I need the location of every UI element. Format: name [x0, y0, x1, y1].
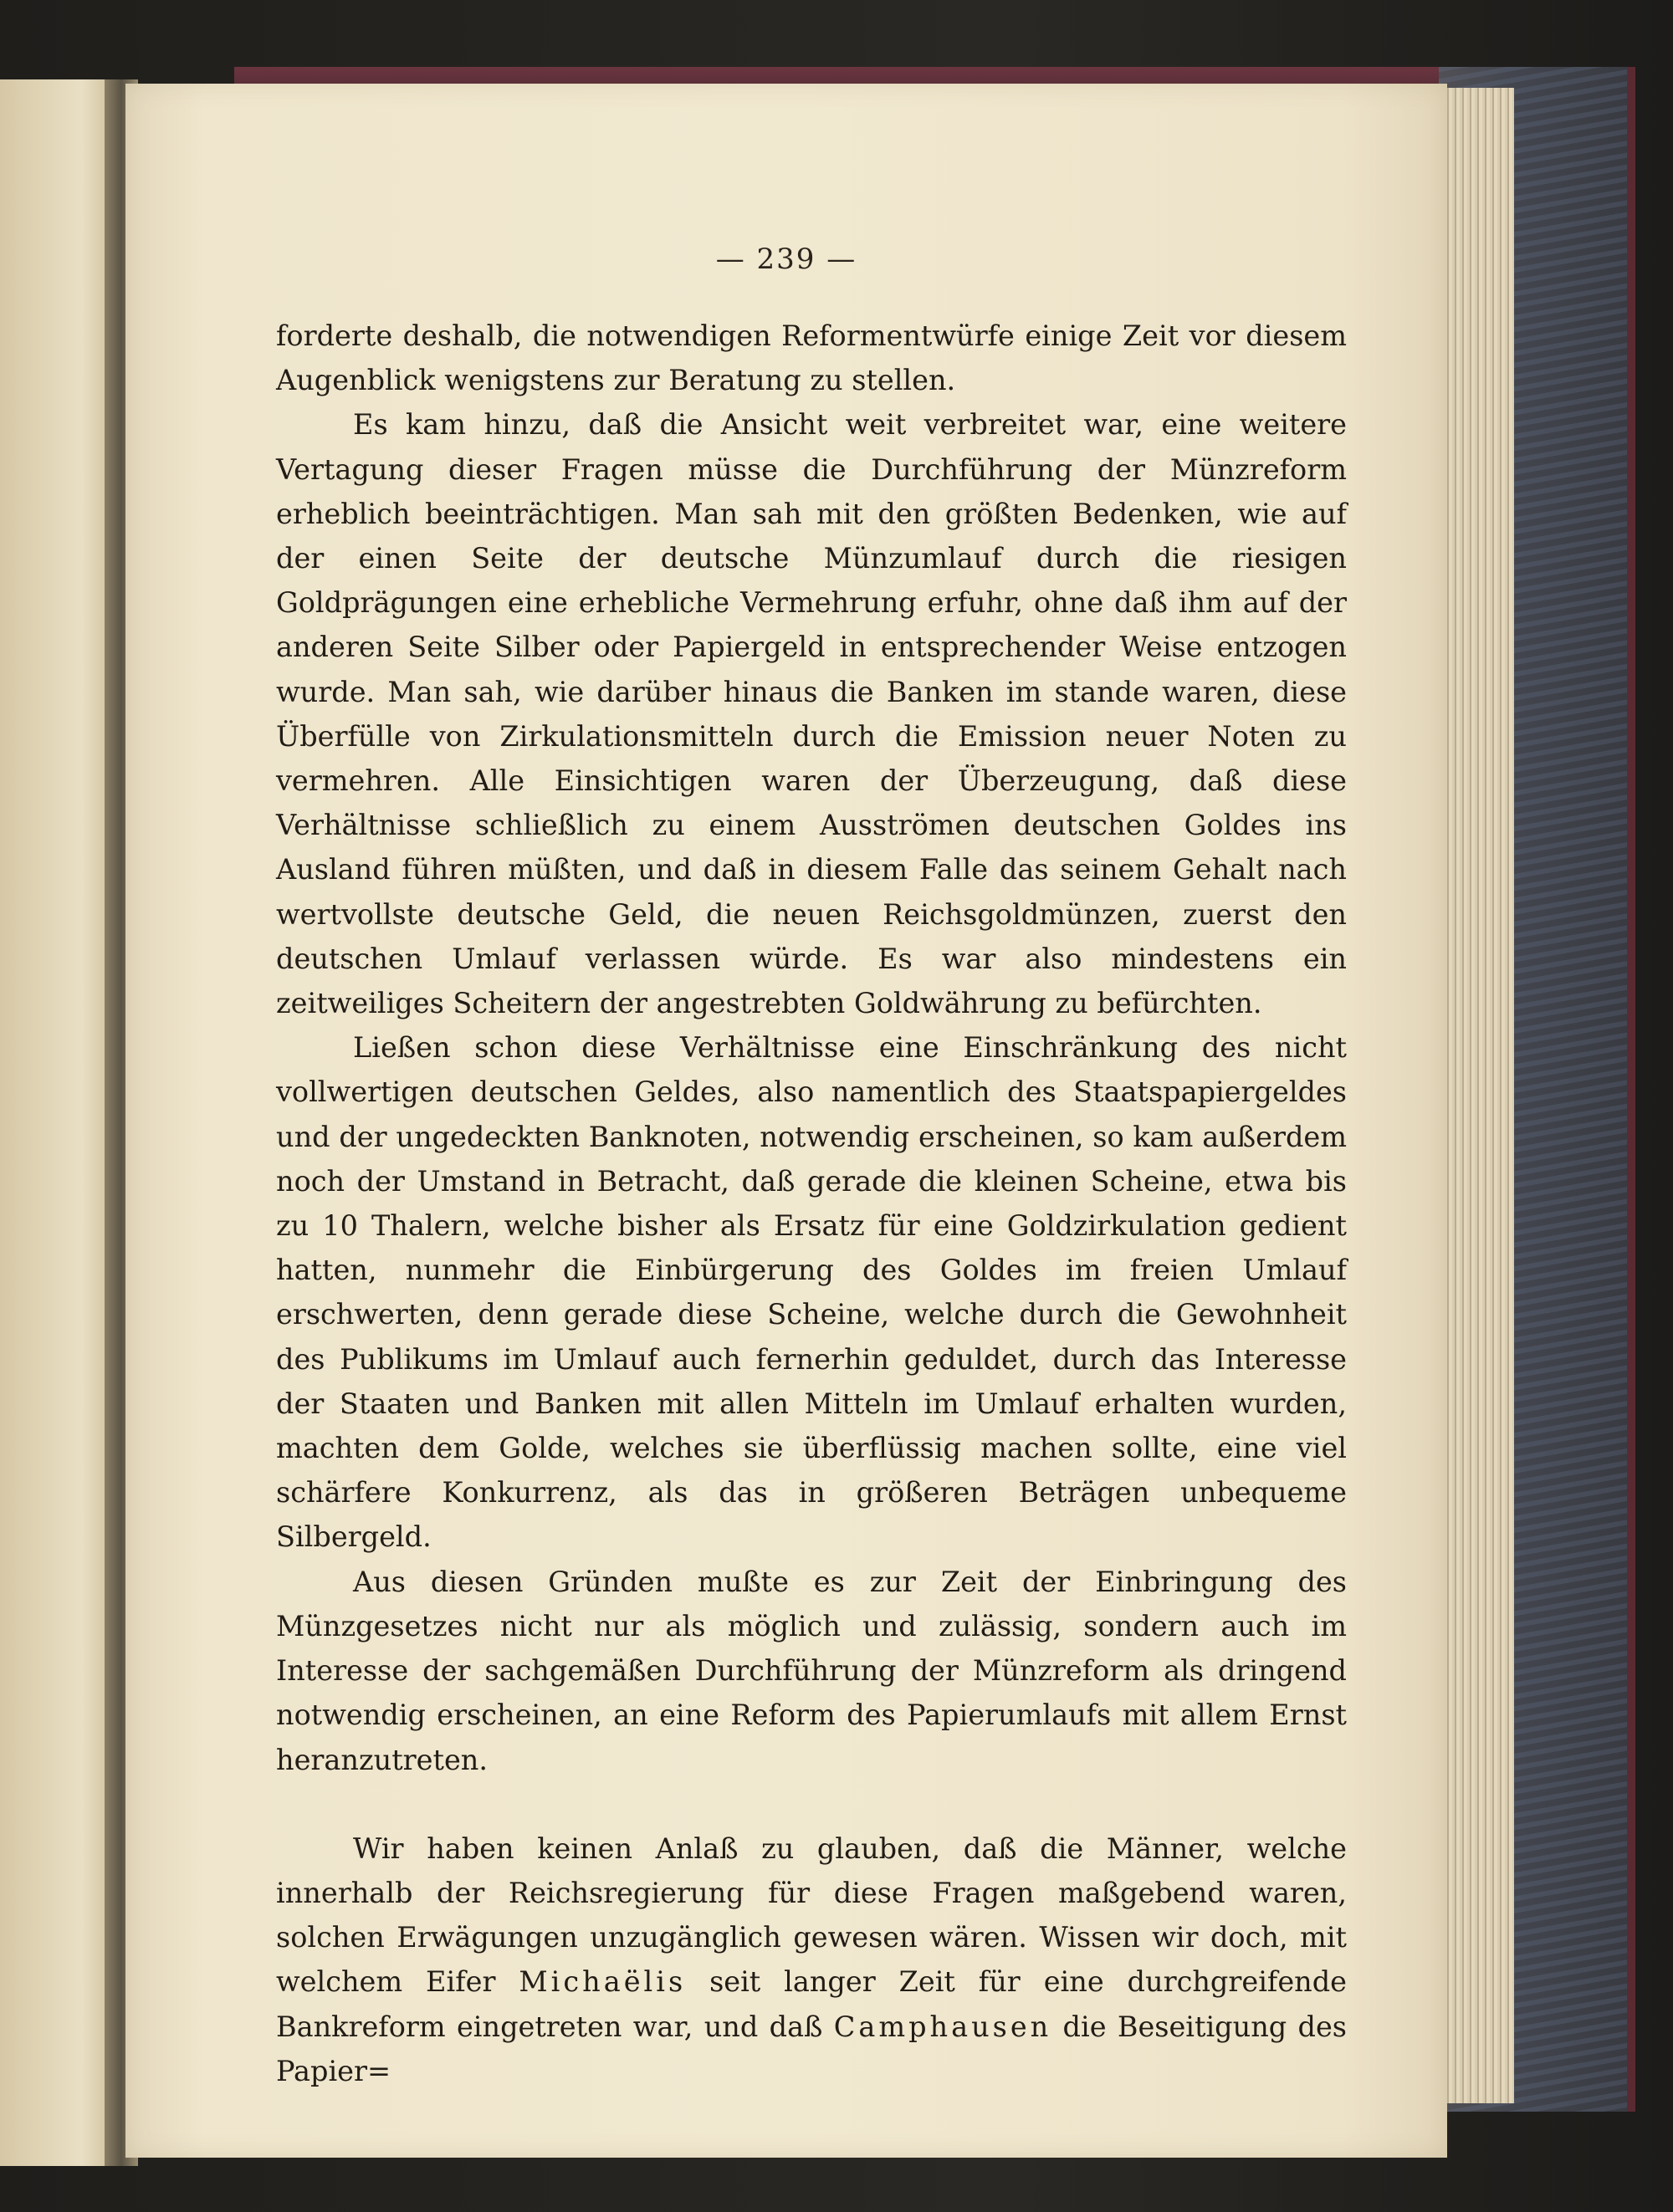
name-camphausen: Camphausen — [833, 2010, 1052, 2043]
book-page — [125, 84, 1447, 2158]
page-number: — 239 — — [715, 243, 857, 276]
left-page-fragment — [0, 79, 117, 2166]
paragraph-1: forderte deshalb, die notwendigen Reformentwürfe einige Zeit vor diesem Augenblick wenigstens zur Beratung zu stellen. — [276, 319, 1347, 397]
paragraph-5-text-a: Wir haben keinen Anlaß zu glauben, daß die Männer, welche innerhalb der Reichsregierung für diese Fragen maßgebend waren, solchen Erwägungen unzugänglich gewesen wären. Wissen wir doch, mit welchem Eifer — [276, 1831, 1347, 1999]
paragraph-2: Es kam hinzu, daß die Ansicht weit verbreitet war, eine weitere Vertagung dieser Fragen müsse die Durchführung der Münzreform erheblich beeinträchtigen. Man sah mit den größten Bedenken, wie auf der einen Seite der deutsche Münzumlauf durch die riesigen Goldprägungen eine erhebliche Vermehrung erfuhr, ohne daß ihm auf der anderen Seite Silber oder Papiergeld in entsprechender Weise entzogen wurde. Man sah, wie darüber hinaus die Banken im stande waren, diese Überfülle von Zirkulationsmitteln durch die Emission neuer Noten zu vermehren. Alle Einsichtigen waren der Überzeugung, daß diese Verhältnisse schließlich zu einem Ausströmen deutschen Goldes ins Ausland führen müßten, und daß in diesem Falle das seinem Gehalt nach wertvollste deutsche Geld, die neuen Reichsgoldmünzen, zuerst den deutschen Umlauf verlassen würde. Es war also mindestens ein zeitweiliges Scheitern der angestrebten Goldwährung zu befürchten. — [276, 408, 1347, 1020]
paragraph-5 — [276, 1826, 1347, 2093]
name-michaelis: Michaëlis — [519, 1965, 687, 1999]
paragraph-4: Aus diesen Gründen mußte es zur Zeit der Einbringung des Münzgesetzes nicht nur als möglich und zulässig, sondern auch im Interesse der sachgemäßen Durchführung der Münzreform als dringend notwendig erscheinen, an eine Reform des Papierumlaufs mit allem Ernst heranzutreten. — [276, 1565, 1347, 1776]
paragraph-3: Ließen schon diese Verhältnisse eine Einschränkung des nicht vollwertigen deutschen Geldes, also namentlich des Staatspapiergeldes und der ungedeckten Banknoten, notwendig erscheinen, so kam außerdem noch der Umstand in Betracht, daß gerade die kleinen Scheine, etwa bis zu 10 Thalern, welche bisher als Ersatz für eine Goldzirkulation gedient hatten, nunmehr die Einbürgerung des Goldes im freien Umlauf erschwerten, denn gerade diese Scheine, welche durch die Gewohnheit des Publikums im Umlauf auch fernerhin geduldet, durch das Interesse der Staaten und Banken mit allen Mitteln im Umlauf erhalten wurden, machten dem Golde, welches sie überflüssig machen sollte, eine viel schärfere Konkurrenz, als das in größeren Beträgen unbequeme Silbergeld. — [276, 1031, 1347, 1554]
body-text — [276, 314, 1347, 2093]
paragraph-5-text-b: seit langer Zeit für eine durchgreifende Bankreform eingetreten war, und daß — [276, 1965, 1347, 2043]
paragraph-5-text-c: die Beseitigung des Papier= — [276, 2010, 1347, 2087]
